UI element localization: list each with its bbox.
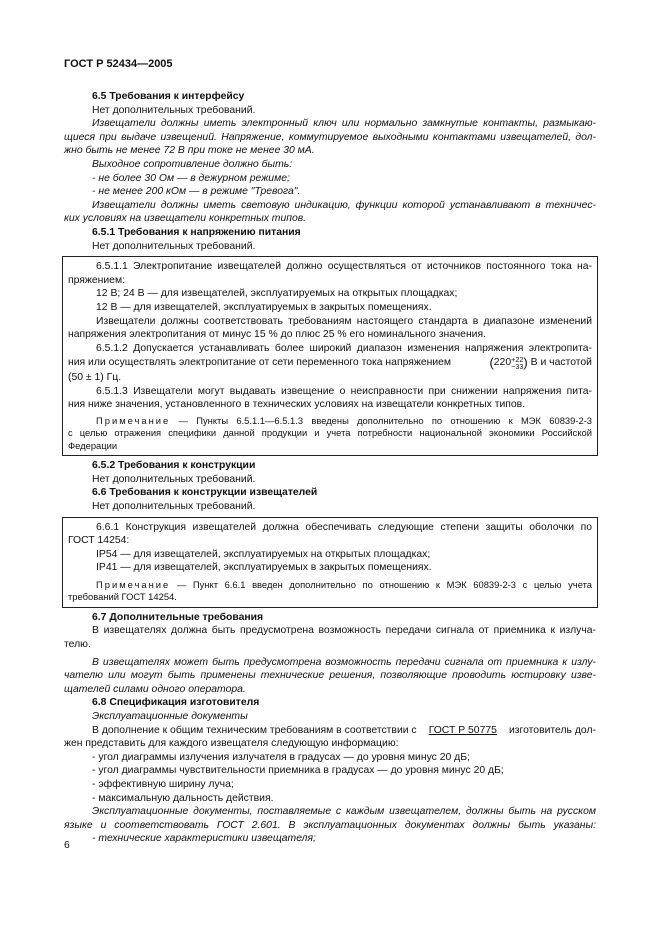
voltage-base: 220	[493, 357, 512, 369]
text-run: В дополнение к общим техническим требованиям в соответствии с	[92, 724, 417, 736]
paragraph-line: чателю или могут быть применены технические решения, позволяющие проводить юстировку изве-	[64, 670, 596, 682]
paragraph-line: В извещателях может быть предусмотрена возможность передачи сигнала от приемника к излу-	[92, 656, 596, 668]
list-item: 12 В — для извещателей, эксплуатируемых в закрытых помещениях.	[96, 301, 432, 313]
section-6-5-2-heading: 6.5.2 Требования к конструкции	[92, 460, 256, 472]
list-item: - не менее 200 кОм — в режиме "Тревога".	[92, 186, 301, 198]
paragraph-line: (50 ± 1) Гц.	[68, 372, 122, 384]
tolerance-plus: +22	[511, 354, 524, 364]
paragraph-line: языке и соответствовать ГОСТ 2.601. В эксплуатационных документах должны быть указаны:	[64, 819, 596, 831]
paragraph-line: В извещателях должна быть предусмотрена возможность передачи сигнала от приемника к излуча-	[92, 625, 596, 637]
paragraph-line: щателей силами одного оператора.	[64, 683, 246, 695]
note-line: требований ГОСТ 14254.	[68, 591, 177, 603]
paragraph-line: 6.5.1.2 Допускается устанавливать более широкий диапазон изменения напряжения электропита-	[96, 342, 592, 354]
list-item: - не более 30 Ом — в дежурном режиме;	[92, 172, 290, 184]
paragraph-line: Извещатели должны иметь световую индикацию, функции которой устанавливают в техничес-	[92, 199, 596, 211]
list-item: 12 В; 24 В — для извещателей, эксплуатируемых на открытых площадках;	[96, 288, 458, 300]
paragraph-line	[64, 724, 596, 738]
paragraph-line: напряжения электропитания от минус 15 % до плюс 25 % его номинального значения.	[68, 329, 487, 341]
page-content	[64, 90, 596, 846]
boxed-national-addition-2	[62, 517, 598, 608]
paren-open: (	[489, 355, 494, 371]
note-line: с целью отражения специфики данной продукции и учета потребности национальной экономики Российской	[68, 427, 592, 439]
paragraph-line: Извещатели должны соответствовать требованиям настоящего стандарта в диапазоне изменений	[96, 315, 592, 327]
paragraph: Нет дополнительных требований.	[92, 501, 256, 513]
text-run: изготовитель дол-	[508, 724, 596, 736]
tolerance-minus: −33	[511, 362, 524, 372]
list-item: IP41 — для извещателей, эксплуатируемых в закрытых помещениях.	[96, 562, 432, 574]
paragraph: Выходное сопротивление должно быть:	[92, 158, 293, 170]
paragraph-line: 6.5.1.3 Извещатели могут выдавать извещение о неисправности при снижении напряжения пита-	[96, 385, 592, 397]
section-6-5-heading: 6.5 Требования к интерфейсу	[92, 91, 245, 102]
note-text: — Пункт 6.6.1 введен дополнительно по отношению к МЭК 60839-2-3 с целью учета	[176, 579, 592, 591]
paragraph-line: 6.5.1.1 Электропитание извещателей должно осуществляться от источников постоянного тока на-	[96, 261, 592, 273]
voltage-text: ния или осуществлять электропитание от сети переменного тока напряжением	[68, 357, 452, 369]
page-number: 6	[64, 840, 70, 851]
list-item: IP54 — для извещателей, эксплуатируемых на открытых площадках;	[96, 548, 431, 560]
section-6-7-heading: 6.7 Дополнительные требования	[92, 611, 264, 623]
paragraph-line: жно быть не менее 72 В при токе не менее 30 мА.	[64, 145, 315, 157]
paragraph-line: телю.	[64, 639, 91, 651]
paragraph-line: ГОСТ 14254:	[68, 535, 130, 547]
note-text: — Пункты 6.5.1.1—6.5.1.3 введены дополнительно по отношению к МЭК 60839-2-3	[178, 415, 593, 427]
list-item: - угол диаграммы чувствительности приемника в градусах — до уровня минус 20 дБ;	[92, 765, 504, 777]
note-line	[68, 579, 592, 591]
list-item: - технические характеристики извещателя;	[92, 833, 316, 845]
list-item: - максимальную дальность действия.	[92, 792, 274, 804]
note-label: Примечание	[96, 579, 171, 591]
section-6-5-1-heading: 6.5.1 Требования к напряжению питания	[92, 226, 301, 238]
note-line: Федерации	[68, 439, 118, 451]
section-6-6-heading: 6.6 Требования к конструкции извещателей	[92, 487, 318, 499]
note-line	[68, 415, 592, 427]
boxed-national-addition-1	[62, 256, 598, 456]
list-item: - угол диаграммы излучения излучателя в градусах — до уровня минус 20 дБ;	[92, 751, 470, 763]
note-block	[68, 579, 592, 604]
paragraph-line: ких условиях на извещатели конкретных типов.	[64, 213, 307, 225]
note-label: Примечание	[96, 415, 171, 427]
paren-close: )	[523, 355, 528, 371]
paragraph: Нет дополнительных требований.	[92, 104, 256, 116]
paragraph-line: ния ниже значения, установленного в технических условиях на извещатели конкретных типов.	[68, 399, 526, 411]
frequency-text: В и частотой	[530, 357, 592, 369]
voltage-tolerance	[511, 356, 523, 371]
paragraph-line: 6.6.1 Конструкция извещателей должна обеспечивать следующие степени защиты оболочки по	[96, 521, 592, 533]
subheading: Эксплуатационные документы	[92, 711, 248, 722]
paragraph-line-voltage	[68, 355, 592, 371]
list-item: - эффективную ширину луча;	[92, 778, 234, 790]
paragraph: Нет дополнительных требований.	[92, 473, 256, 485]
paragraph-line: Эксплуатационные документы, поставляемые с каждым извещателем, должны быть на русском	[92, 806, 596, 818]
paragraph-line: щиеся при выдаче извещений. Напряжение, коммутируемое выходными контактами извещателей, дол-	[64, 131, 596, 143]
section-6-8-heading: 6.8 Спецификация изготовителя	[92, 697, 260, 709]
paragraph: Нет дополнительных требований.	[92, 240, 256, 252]
document-header: ГОСТ Р 52434—2005	[64, 58, 173, 70]
note-block	[68, 415, 592, 452]
gost-link[interactable]: ГОСТ Р 50775	[428, 724, 497, 736]
voltage-formula	[489, 356, 592, 371]
paragraph-line: пряжением:	[68, 274, 125, 286]
paragraph-line: жен представить для каждого извещателя следующую информацию:	[64, 738, 399, 750]
paragraph-line: Извещатели должны иметь электронный ключ или нормально замкнутые контакты, размыкаю-	[92, 118, 596, 130]
